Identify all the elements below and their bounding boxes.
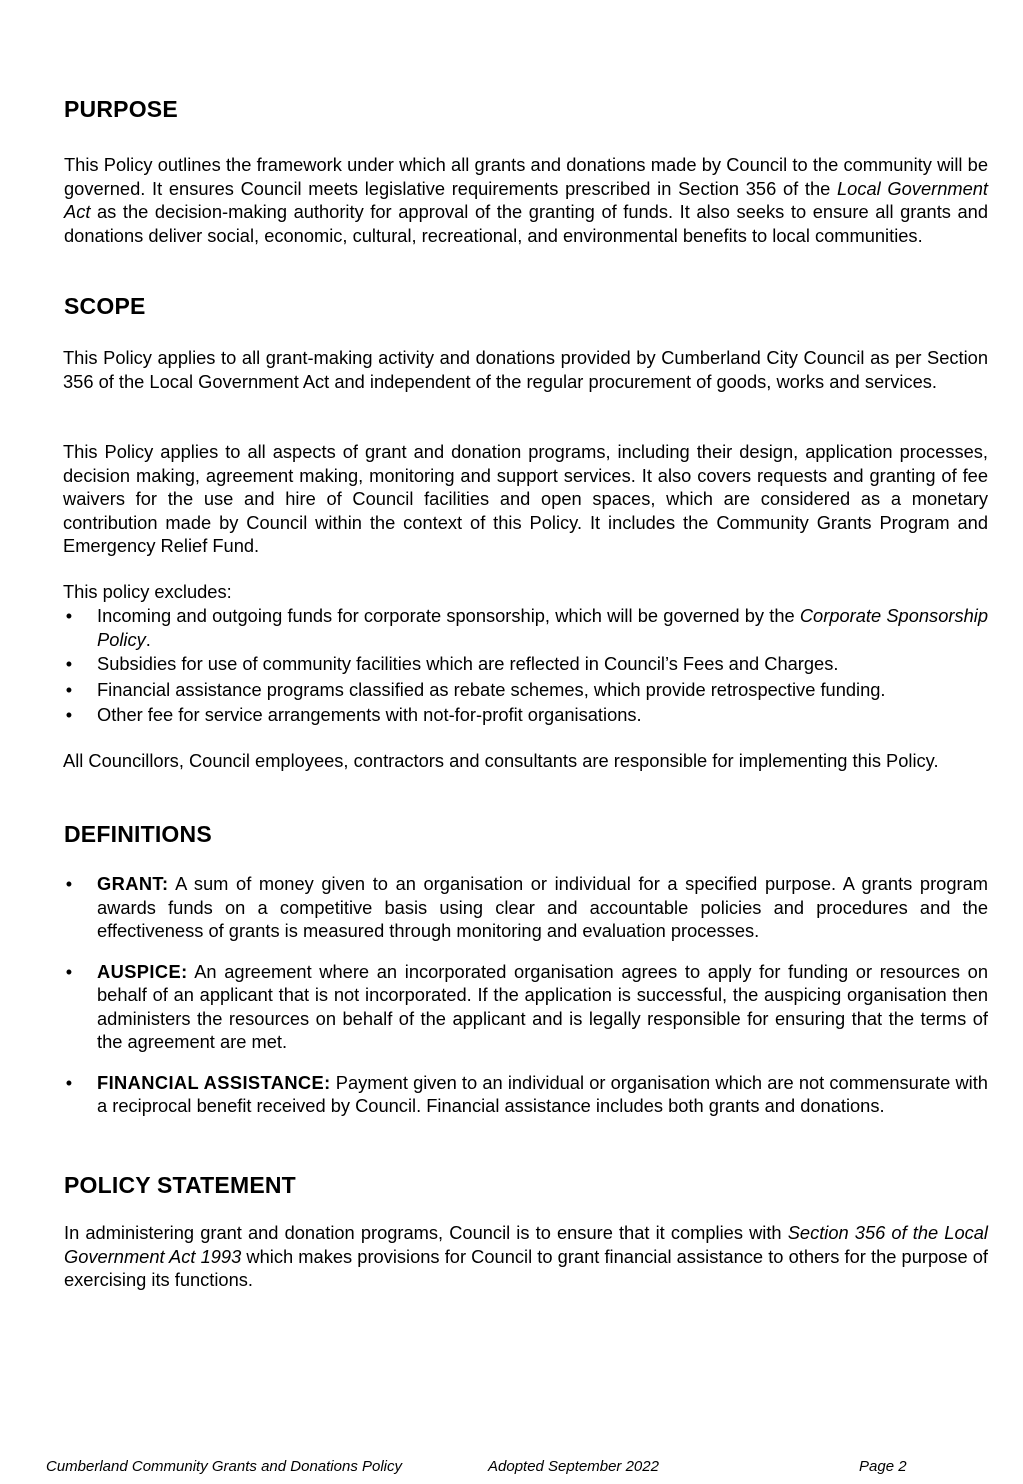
purpose-text-b: as the decision-making authority for approval of the granting of funds. It also seeks to ensure all grants and donations deliver social, economic, cultural, recreational, and environmental benefits to local communities.: [64, 201, 988, 246]
footer-page-number: Page 2: [859, 1458, 907, 1475]
exclusion-4-text: Other fee for service arrangements with not-for-profit organisations.: [97, 704, 642, 725]
list-item: [64, 604, 988, 651]
policy-statement-text-a: In administering grant and donation programs, Council is to ensure that it complies with: [64, 1222, 788, 1243]
definition-text: A sum of money given to an organisation or individual for a specified purpose. A grants program awards funds on a competitive basis using clear and accountable policies and procedures and the effectiveness of grants is measured through monitoring and evaluation processes.: [97, 873, 988, 941]
purpose-text-a: This Policy outlines the framework under which all grants and donations made by Council to the community will be governed. It ensures Council meets legislative requirements prescribed in Section 356 of the: [64, 154, 988, 199]
definition-term: GRANT:: [97, 873, 169, 894]
definitions-list: [64, 872, 988, 1135]
purpose-heading: PURPOSE: [64, 96, 178, 122]
list-item: [64, 703, 988, 727]
list-item: [64, 1071, 988, 1118]
exclusion-3-text: Financial assistance programs classified as rebate schemes, which provide retrospective funding.: [97, 678, 886, 700]
exclusion-1-italic: Corporate Sponsorship Policy: [97, 605, 988, 650]
bullet-icon: •: [65, 605, 73, 626]
bullet-icon: •: [65, 960, 73, 982]
list-item: [64, 652, 988, 676]
definitions-heading: DEFINITIONS: [64, 821, 212, 847]
footer-document-title: Cumberland Community Grants and Donations Policy: [46, 1458, 402, 1475]
scope-paragraph-1: This Policy applies to all grant-making activity and donations provided by Cumberland City Council as per Section 356 of the Local Government Act and independent of the regular procurement of goods, works and services.: [63, 347, 988, 392]
scope-paragraph-2: This Policy applies to all aspects of grant and donation programs, including their design, application processes, decision making, agreement making, monitoring and support services. It also covers requests and granting of fee waivers for the use and hire of Council facilities and open spaces, which are considered as a monetary contribution made by Council within the context of this Policy. It includes the Community Grants Program and Emergency Relief Fund.: [63, 441, 988, 556]
list-item: [64, 960, 988, 1054]
definition-term: FINANCIAL ASSISTANCE:: [97, 1071, 331, 1093]
policy-statement-heading: POLICY STATEMENT: [64, 1172, 296, 1198]
scope-excludes-intro: This policy excludes:: [63, 581, 232, 602]
bullet-icon: •: [65, 1071, 73, 1093]
policy-statement-text-b: which makes provisions for Council to grant financial assistance to others for the purpose of exercising its functions.: [64, 1245, 988, 1290]
exclusion-1-text-a: Incoming and outgoing funds for corporate sponsorship, which will be governed by the: [97, 605, 800, 626]
scope-heading: SCOPE: [64, 293, 146, 319]
exclusions-list: [64, 604, 988, 727]
footer-adopted-date: Adopted September 2022: [488, 1458, 659, 1475]
bullet-icon: •: [65, 873, 73, 894]
scope-paragraph-3: All Councillors, Council employees, contractors and consultants are responsible for implementing this Policy.: [63, 750, 939, 771]
purpose-paragraph: [64, 153, 988, 247]
exclusion-1-text-b: .: [145, 628, 151, 650]
list-item: [64, 872, 988, 943]
purpose-act-italic: Local Government Act: [64, 177, 989, 222]
policy-statement-act-italic: Section 356 of the Local Government Act 1993: [64, 1222, 988, 1267]
definition-text: Payment given to an individual or organisation which are not commensurate with a reciprocal benefit received by Council. Financial assistance includes both grants and donations.: [97, 1071, 988, 1116]
exclusion-2-text: Subsidies for use of community facilities which are reflected in Council’s Fees and Charges.: [97, 653, 839, 674]
bullet-icon: •: [65, 678, 73, 700]
policy-statement-paragraph: [64, 1221, 988, 1292]
definition-text: An agreement where an incorporated organisation agrees to apply for funding or resources on behalf of an applicant that is not incorporated. If the application is successful, the auspicing organisation then administers the resources on behalf of the applicant and is legally responsible for ensuring that the terms of the agreement are met.: [97, 960, 988, 1052]
bullet-icon: •: [65, 653, 73, 674]
list-item: [64, 678, 988, 702]
bullet-icon: •: [65, 704, 73, 725]
definition-term: AUSPICE:: [97, 960, 188, 982]
